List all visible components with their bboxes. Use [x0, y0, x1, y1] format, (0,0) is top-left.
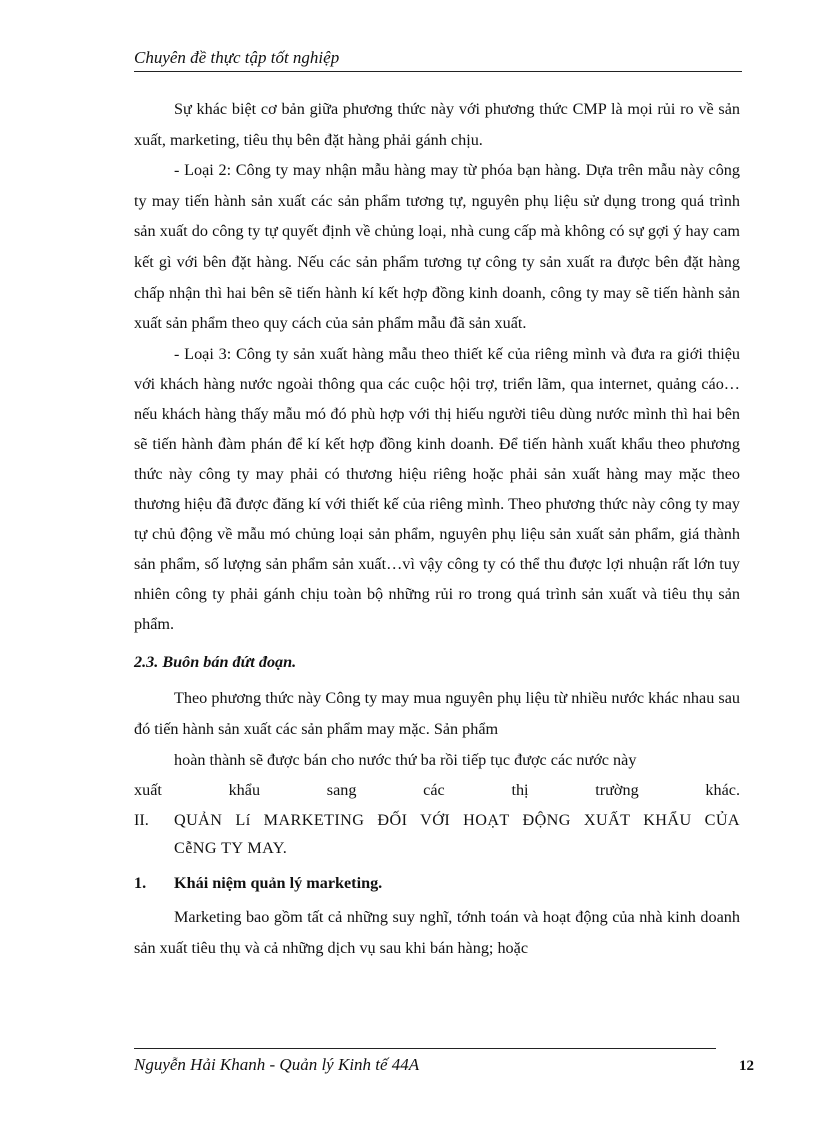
footer-author: Nguyễn Hải Khanh - Quản lý Kinh tế 44A	[134, 1055, 420, 1074]
paragraph-cmp-difference: Sự khác biệt cơ bản giữa phương thức này với phương thức CMP là mọi rủi ro về sản xuất, marketing, tiêu thụ bên đặt hàng phải gánh chịu.	[134, 100, 740, 149]
section-title-line2: CễNG TY MAY.	[174, 838, 288, 857]
header-title: Chuyên đề thực tập tốt nghiệp	[134, 48, 340, 67]
page-number: 12	[739, 1058, 754, 1074]
footer-rule	[134, 1048, 716, 1049]
heading-1-marketing-concept	[134, 868, 740, 899]
paragraph-type-3: - Loại 3: Công ty sản xuất hàng mẫu theo thiết kế của riêng mình và đưa ra giới thiệu với khách hàng nước ngoài thông qua các cuộc hội trợ, triển lãm, qua internet, quảng cáo… nếu khách hàng thấy mẫu mó đó phù hợp với thị hiếu người tiêu dùng nước mình thì hai bên sẽ tiến hành đàm phán để kí kết hợp đồng kinh doanh. Để tiến hành xuất khẩu theo phương thức này công ty may phải có thương hiệu riêng hoặc phải sản xuất hàng may mặc theo thương hiệu đã được đăng kí với thiết kế của riêng mình. Theo phương thức này công ty may tự chủ động về mẫu mó chủng loại sản phẩm, nguyên phụ liệu sản xuất sản phẩm, giá thành sản phẩm, số lượng sản phẩm sản xuất…vì vậy công ty có thể thu được lợi nhuận rất lớn tuy nhiên công ty phải gánh chịu toàn bộ những rủi ro trong quá trình sản xuất và tiêu thụ sản phẩm.	[134, 344, 740, 633]
subsection-heading-2-3: 2.3. Buôn bán đứt đoạn.	[134, 652, 297, 671]
paragraph-trading-line2: hoàn thành sẽ được bán cho nước thứ ba rồi tiếp tục được các nước này	[174, 750, 637, 769]
page-footer	[134, 1048, 754, 1075]
heading-text: Khái niệm quản lý marketing.	[174, 873, 383, 892]
paragraph-trading-line3: xuất khẩu sang các thị trường khác.	[134, 781, 740, 800]
footer-row	[134, 1055, 754, 1075]
section-title	[174, 806, 740, 862]
paragraph-trading-line1: Theo phương thức này Công ty may mua nguyên phụ liệu từ nhiều nước khác nhau sau đó tiến hành sản xuất các sản phẩm may mặc. Sản phẩm	[134, 689, 740, 738]
section-number: II.	[134, 810, 149, 829]
section-heading-ii	[134, 806, 740, 862]
paragraph-type-2: - Loại 2: Công ty may nhận mẫu hàng may từ phóa bạn hàng. Dựa trên mẫu này công ty may tiến hành sản xuất các sản phẩm tương tự, nguyên phụ liệu sử dụng trong quá trình sản xuất do công ty tự quyết định về chủng loại, nhà cung cấp mà không có sự gợi ý hay cam kết gì với bên đặt hàng. Nếu các sản phẩm tương tự công ty sản xuất ra được bên đặt hàng chấp nhận thì hai bên sẽ tiến hành kí kết hợp đồng kinh doanh, công ty may sẽ tiến hành sản xuất sản phẩm theo quy cách của sản phẩm mẫu đã sản xuất.	[134, 161, 740, 333]
page-content	[134, 94, 740, 964]
heading-number: 1.	[134, 873, 147, 892]
section-title-line1: QUẢN Lí MARKETING ĐỐI VỚI HOẠT ĐỘNG XUẤT KHẨU CỦA	[174, 810, 740, 829]
paragraph-marketing-definition: Marketing bao gồm tất cả những suy nghĩ, tớnh toán và hoạt động của nhà kinh doanh sản xuất tiêu thụ và cả những dịch vụ sau khi bán hàng; hoặc	[134, 908, 740, 957]
page-header	[134, 48, 742, 72]
